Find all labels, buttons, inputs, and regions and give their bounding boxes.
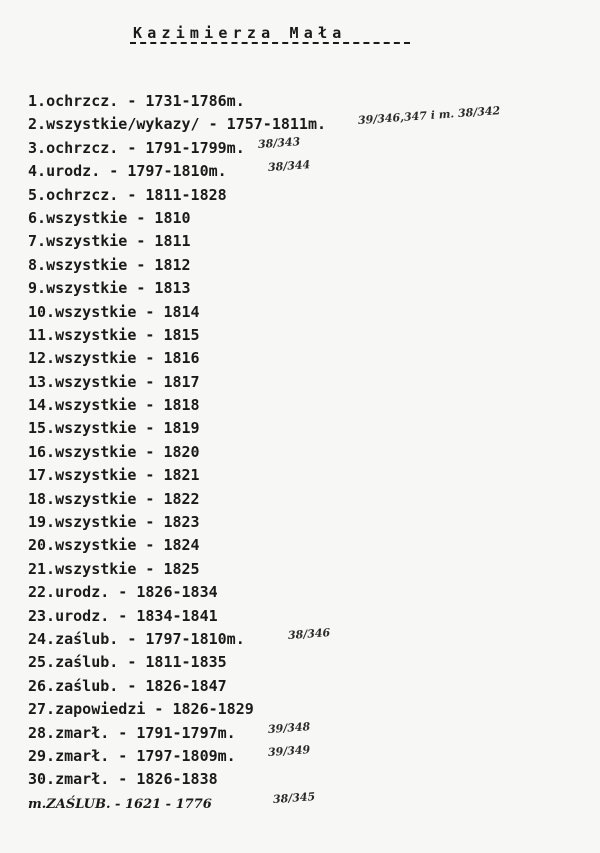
list-item: [28, 301, 326, 324]
list-item: [28, 488, 326, 511]
entry-number: 11.: [28, 325, 56, 344]
entry-number: 13.: [28, 372, 56, 391]
entry-number: 12.: [28, 349, 56, 368]
entry-text: wszystkie - 1825: [55, 559, 200, 578]
handwritten-note: 39/346,347 i m. 38/342: [357, 104, 501, 128]
entry-text: ochrzcz. - 1791-1799m.: [46, 138, 245, 157]
entry-number: 4.: [28, 162, 47, 181]
list-item: [28, 347, 326, 370]
list-item: [28, 464, 326, 487]
handwritten-note: 38/346: [287, 626, 331, 642]
entry-number: 7.: [28, 232, 47, 251]
entry-number: 8.: [28, 255, 47, 274]
list-item: [28, 745, 326, 768]
entry-text: wszystkie - 1820: [55, 442, 200, 461]
handwritten-note: 38/343: [257, 134, 301, 151]
entry-number: 3.: [28, 138, 47, 157]
list-item: [28, 581, 326, 604]
handwritten-note: 38/344: [267, 158, 311, 175]
entry-number: 14.: [28, 396, 56, 415]
page-title: Kazimierza Mała: [133, 24, 347, 42]
list-item: [28, 394, 326, 417]
entry-number: 27.: [28, 700, 56, 719]
entry-text: urodz. - 1826-1834: [55, 583, 218, 602]
entry-text: wszystkie - 1823: [55, 513, 200, 532]
handwritten-note: 39/349: [267, 743, 311, 759]
entry-text: wszystkie - 1812: [46, 255, 191, 274]
entry-number: 10.: [28, 302, 56, 321]
entry-number: 17.: [28, 466, 56, 485]
entry-number: 29.: [28, 746, 56, 765]
entry-text: wszystkie - 1821: [55, 466, 200, 485]
entry-text: zaślub. - 1811-1835: [55, 653, 227, 672]
entry-number: 18.: [28, 489, 56, 508]
handwritten-note: 38/345: [272, 789, 316, 806]
list-item: [28, 417, 326, 440]
entry-number: 23.: [28, 606, 56, 625]
entry-number: 2.: [28, 115, 47, 134]
entry-number: 9.: [28, 279, 47, 298]
entry-text: urodz. - 1797-1810m.: [46, 162, 227, 181]
entry-text: wszystkie/wykazy/ - 1757-1811m.: [46, 115, 327, 134]
entry-number: 25.: [28, 653, 56, 672]
entry-list: [28, 90, 501, 815]
entry-text: wszystkie - 1822: [55, 489, 200, 508]
list-item: [28, 789, 326, 815]
list-item: [28, 184, 326, 207]
entry-text: zmarł. - 1797-1809m.: [55, 746, 236, 765]
entry-text: urodz. - 1834-1841: [55, 606, 218, 625]
list-item: [28, 558, 326, 581]
entry-number: 30.: [28, 770, 56, 789]
list-item: [28, 230, 326, 253]
entry-text: zmarł. - 1791-1797m.: [55, 723, 236, 742]
list-item: [28, 324, 326, 347]
entry-number: 26.: [28, 676, 56, 695]
entry-number: 19.: [28, 513, 56, 532]
entry-number: 28.: [28, 723, 56, 742]
entry-text: wszystkie - 1810: [46, 208, 191, 227]
entry-number: 6.: [28, 208, 47, 227]
entry-number: 20.: [28, 536, 56, 555]
entry-number: m.: [28, 796, 47, 812]
list-item: [28, 160, 326, 183]
entry-number: 15.: [28, 419, 56, 438]
list-item: [28, 675, 326, 698]
list-item: [28, 511, 326, 534]
entry-text: wszystkie - 1818: [55, 396, 200, 415]
entry-text: ZAŚLUB. - 1621 - 1776: [46, 796, 212, 812]
entry-number: 1.: [28, 92, 47, 110]
list-item: [28, 651, 326, 674]
list-item: [28, 90, 326, 113]
list-item: [28, 534, 326, 557]
entry-text: wszystkie - 1817: [55, 372, 200, 391]
entry-number: 22.: [28, 583, 56, 602]
entry-text: wszystkie - 1813: [46, 279, 191, 298]
list-item: [28, 371, 326, 394]
list-item: [28, 277, 326, 300]
entry-number: 24.: [28, 629, 56, 648]
title-underline: [130, 42, 410, 44]
entry-number: 21.: [28, 559, 56, 578]
entry-text: ochrzcz. - 1731-1786m.: [46, 92, 245, 110]
entry-text: wszystkie - 1811: [46, 232, 191, 251]
entry-text: wszystkie - 1815: [55, 325, 200, 344]
list-item: [28, 626, 331, 651]
list-item: [28, 605, 326, 628]
entry-text: wszystkie - 1816: [55, 349, 200, 368]
entry-text: wszystkie - 1824: [55, 536, 200, 555]
entry-text: zaślub. - 1797-1810m.: [55, 629, 245, 648]
entry-text: ochrzcz. - 1811-1828: [46, 185, 227, 204]
handwritten-note: 39/348: [267, 719, 311, 736]
list-item: [28, 207, 326, 230]
entry-text: zapowiedzi - 1826-1829: [55, 700, 254, 719]
entry-number: 16.: [28, 442, 56, 461]
list-item: [28, 441, 326, 464]
entry-text: zaślub. - 1826-1847: [55, 676, 227, 695]
list-item: [28, 254, 326, 277]
entry-text: wszystkie - 1819: [55, 419, 200, 438]
entry-text: zmarł. - 1826-1838: [55, 770, 218, 789]
entry-number: 5.: [28, 185, 47, 204]
entry-text: wszystkie - 1814: [55, 302, 200, 321]
